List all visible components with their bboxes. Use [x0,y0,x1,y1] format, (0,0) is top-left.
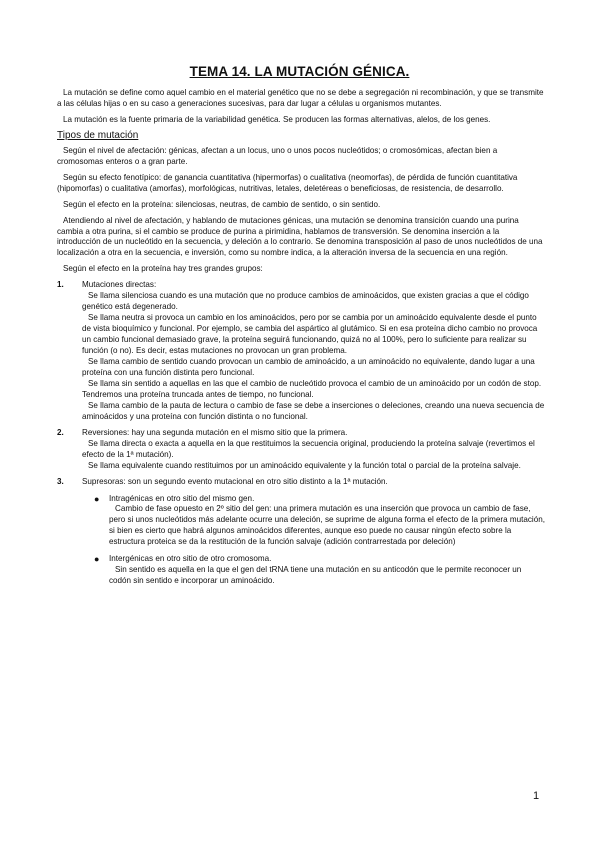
list-item [57,428,545,472]
body-paragraph: Según el efecto en la proteína hay tres grandes grupos: [63,264,263,274]
bullet-heading: Intragénicas en otro sitio del mismo gen. [109,493,255,503]
bullet-dot-icon: ● [94,554,100,565]
page-number: 1 [533,790,540,802]
section-heading: Tipos de mutación [57,129,139,141]
body-paragraph: Atendiendo al nivel de afectación, y hablando de mutaciones génicas, una mutación se denomina transición cuando una purina cambia a otra purina, si el cambio se produce de purina a pirimidina, hablamos de transversión. Se denomina inserción a la introducción de un nucleótido en la secuencia, y deleción a lo contrario. Se denomina transposición al paso de unos nucleótidos de una localización a otra en la secuencia, e inversión, como su nombre indica, a la alteración inversa de la secuencia en una región. [57,215,543,258]
list-item-text: Se llama cambio de sentido cuando provocan un cambio de aminoácido, a un aminoácido no equivalente, dando lugar a una proteína con una función distinta pero funcional. [82,357,535,377]
list-item-heading: Supresoras: son un segundo evento mutacional en otro sitio distinto a la 1ª mutación. [82,476,388,486]
list-item-text: Se llama cambio de la pauta de lectura o cambio de fase se debe a inserciones o deleciones, creando una nueva secuencia de aminoácidos y una proteína con función distinta o no funcional. [82,400,545,421]
bullet-text: Cambio de fase opuesto en 2º sitio del gen: una primera mutación es una inserción que provoca un cambio de fase, pero si unos nucleótidos más adelante ocurre una deleción, se suprime de alguna forma el efecto de la primera mutación, si bien es cierto que habrá algunos aminoácidos diferentes, aunque eso puede no causar ningún efecto sobre la estructura proteica se da la restitución de la función salvaje (adición contrarrestada por deleción) [109,504,545,547]
intro-paragraph: La mutación se define como aquel cambio en el material genético que no se debe a segregación ni recombinación, y que se transmite a las células hijas o en su caso a generaciones sucesivas, para dar lugar a células u organismos mutantes. [57,88,544,108]
list-item-heading: Mutaciones directas: [82,280,157,290]
document-body [57,88,545,592]
list-item [57,477,545,588]
body-paragraph: Según el nivel de afectación: génicas, afectan a un locus, uno o unos pocos nucleótidos; o cromosómicas, afectan bien a cromosomas enteros o a gran parte. [57,145,498,166]
bullet-dot-icon: ● [94,493,100,504]
list-number: 2. [57,427,64,437]
list-item-text: Se llama neutra si provoca un cambio en los aminoácidos, pero por se cambia por un aminoácido equivalente desde el punto de vista bioquímico y funcional. Por ejemplo, se cambia del aspártico al glutámico. Si en esa proteína dicho cambio no provoca un cambio funcional demasiado grave, la proteína seguirá funcionando, quizá no al 100%, pero lo suficiente para realizar su función (o no). Es decir, estas mutaciones no provocan un gran problema. [82,313,538,356]
list-item-text: Se llama equivalente cuando restituimos por un aminoácido equivalente y la función total o parcial de la proteína salvaje. [88,460,521,470]
mutation-group-list [57,280,545,587]
bullet-item [82,554,545,587]
bullet-item [82,494,545,549]
body-paragraph: Según su efecto fenotípico: de ganancia cuantitativa (hipermorfas) o cualitativa (neomorfas), de pérdida de función cuantitativa (hipomorfas) o cualitativa (amorfas), morfológicas, nutritivas, letales, deletéreas o beneficiosas, de resistencia, de desarrollo. [57,172,518,193]
page-title: TEMA 14. LA MUTACIÓN GÉNICA. [189,64,410,79]
bullet-text: Sin sentido es aquella en la que el gen del tRNA tiene una mutación en su anticodón que le permite reconocer un codón sin sentido e incorporar un aminoácido. [109,565,522,586]
intro-paragraph: La mutación es la fuente primaria de la variabilidad genética. Se producen las formas alternativas, alelos, de los genes. [63,114,491,124]
list-number: 1. [57,280,64,290]
list-item-heading: Reversiones: hay una segunda mutación en el mismo sitio que la primera. [82,427,348,437]
list-item-text: Se llama sin sentido a aquellas en las que el cambio de nucleótido provoca el cambio de un aminoácido por un codón de stop. Tendremos una proteína truncada antes de tiempo, no funcional. [82,378,542,399]
list-item-text: Se llama directa o exacta a aquella en la que restituimos la secuencia original, produciendo la proteína salvaje (revertimos el efecto de la 1ª mutación). [82,438,535,459]
bullet-heading: Intergénicas en otro sitio de otro cromosoma. [109,554,272,564]
body-paragraph: Según el efecto en la proteína: silenciosas, neutras, de cambio de sentido, o sin sentido. [63,199,381,209]
list-item [57,280,545,422]
list-number: 3. [57,476,64,486]
list-item-text: Se llama silenciosa cuando es una mutación que no produce cambios de aminoácidos, que existen gracias a que el código genético está degenerado. [82,291,529,312]
